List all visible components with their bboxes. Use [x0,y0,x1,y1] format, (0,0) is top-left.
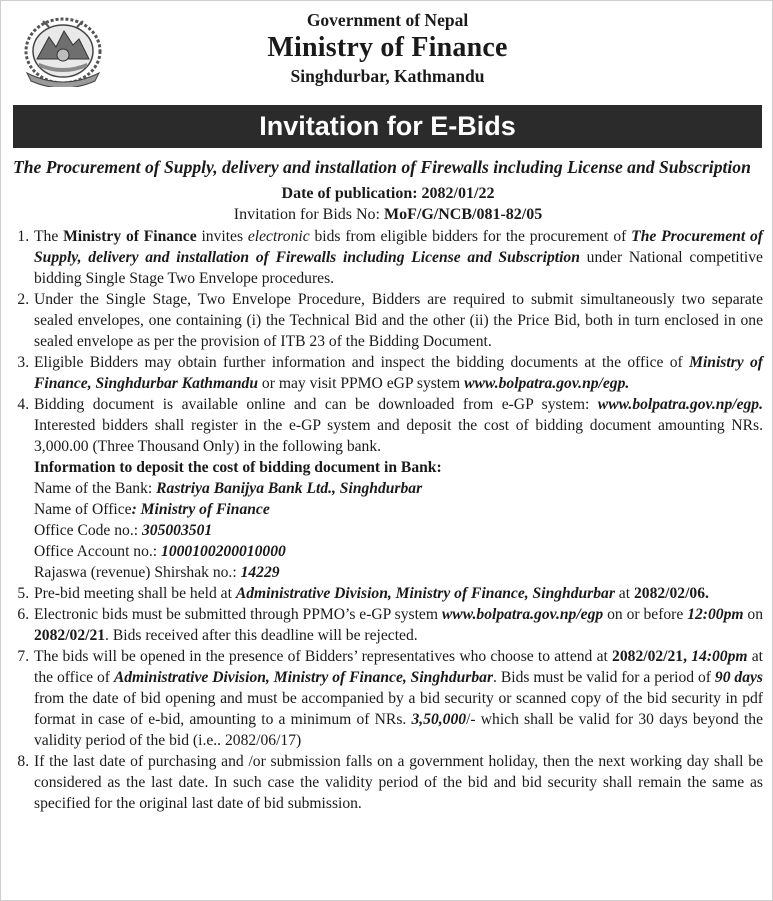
ifb-number: Invitation for Bids No: MoF/G/NCB/081-82/05 [233,205,543,223]
ministry-name: Ministry of Finance [267,32,508,63]
egp-link[interactable]: www.bolpatra.gov.np/egp. [597,395,763,413]
notice-body [13,156,763,814]
clause-1: 1. The Ministry of Finance invites electronic bids from eligible bidders for the procurement of The Procurement of Supply, delivery and installation of Firewalls including License and Subscription under National competitive bidding Single Stage Two Envelope procedures. [33,226,763,289]
ministry-location: Singhdurbar, Kathmandu [290,66,485,86]
bank-details [34,457,763,583]
clause-8: 8. If the last date of purchasing and /or submission falls on a government holiday, then the next working day shall be considered as the last date. In such case the validity period of the bid and bid security shall remain the same as specified for the original last date of bid submission. [33,751,763,814]
bank-heading: Information to deposit the cost of bidding document in Bank: [34,458,442,476]
government-name: Government of Nepal [306,10,469,30]
office-name: Name of Office: Ministry of Finance [34,500,270,518]
revenue-shirshak: Rajaswa (revenue) Shirshak no.: 14229 [34,563,280,581]
clause-3: 3. Eligible Bidders may obtain further information and inspect the bidding documents at the office of Ministry of Finance, Singhdurbar Kathmandu or may visit PPMO eGP system www.bolpatra.gov.np/egp. [33,352,763,394]
publication-date: Date of publication: 2082/01/22 [281,184,495,202]
bank-name: Name of the Bank: Rastriya Banijya Bank Ltd., Singhdurbar [34,479,423,497]
clause-7: 7. The bids will be opened in the presence of Bidders’ representatives who choose to attend at 2082/02/21, 14:00pm at the office of Administrative Division, Ministry of Finance, Singhdurbar. Bids must be valid for a period of 90 days from the date of bid opening and must be accompanied by a bid security or scanned copy of the bid security in pdf format in case of e-bid, amounting to a minimum of NRs. 3,50,000/- which shall be valid for 30 days beyond the validity period of the bid (i.e.. 2082/06/17) [33,646,763,751]
clause-6: 6. Electronic bids must be submitted through PPMO’s e-GP system www.bolpatra.gov.np/egp on or before 12:00pm on 2082/02/21. Bids received after this deadline will be rejected. [33,604,763,646]
egp-link[interactable]: www.bolpatra.gov.np/egp [441,605,604,623]
clause-2: 2. Under the Single Stage, Two Envelope Procedure, Bidders are required to submit simultaneously two separate sealed envelopes, one containing (i) the Technical Bid and the other (ii) the Price Bid, both in turn enclosed in one sealed envelope as per the provision of ITB 23 of the Bidding Document. [33,289,763,352]
letterhead [1,9,773,87]
clause-5: 5. Pre-bid meeting shall be held at Administrative Division, Ministry of Finance, Singhdurbar at 2082/02/06. [33,583,763,604]
notice-title-banner: Invitation for E-Bids [13,105,762,148]
clause-4: 4. Bidding document is available online and can be downloaded from e-GP system: www.bolpatra.gov.np/egp. Interested bidders shall register in the e-GP system and deposit the cost of bidding document amounting NRs. 3,000.00 (Three Thousand Only) in the following bank. Information to deposit the cost of bidding document in Bank: Name of the Bank: Rastriya Banijya Bank Ltd., Singhdurbar Name of Office: Ministry of Finance Office Code no.: 305003501 Office Account no.: 1000100200010000 Rajaswa (revenue) Shirshak no.: 14229 [33,394,763,583]
procurement-subject: The Procurement of Supply, delivery and installation of Firewalls including License and Subscription [13,157,751,177]
egp-link[interactable]: www.bolpatra.gov.np/egp. [464,374,630,392]
notice-clauses [13,226,763,814]
office-code: Office Code no.: 305003501 [34,521,213,539]
office-account: Office Account no.: 1000100200010000 [34,542,286,560]
